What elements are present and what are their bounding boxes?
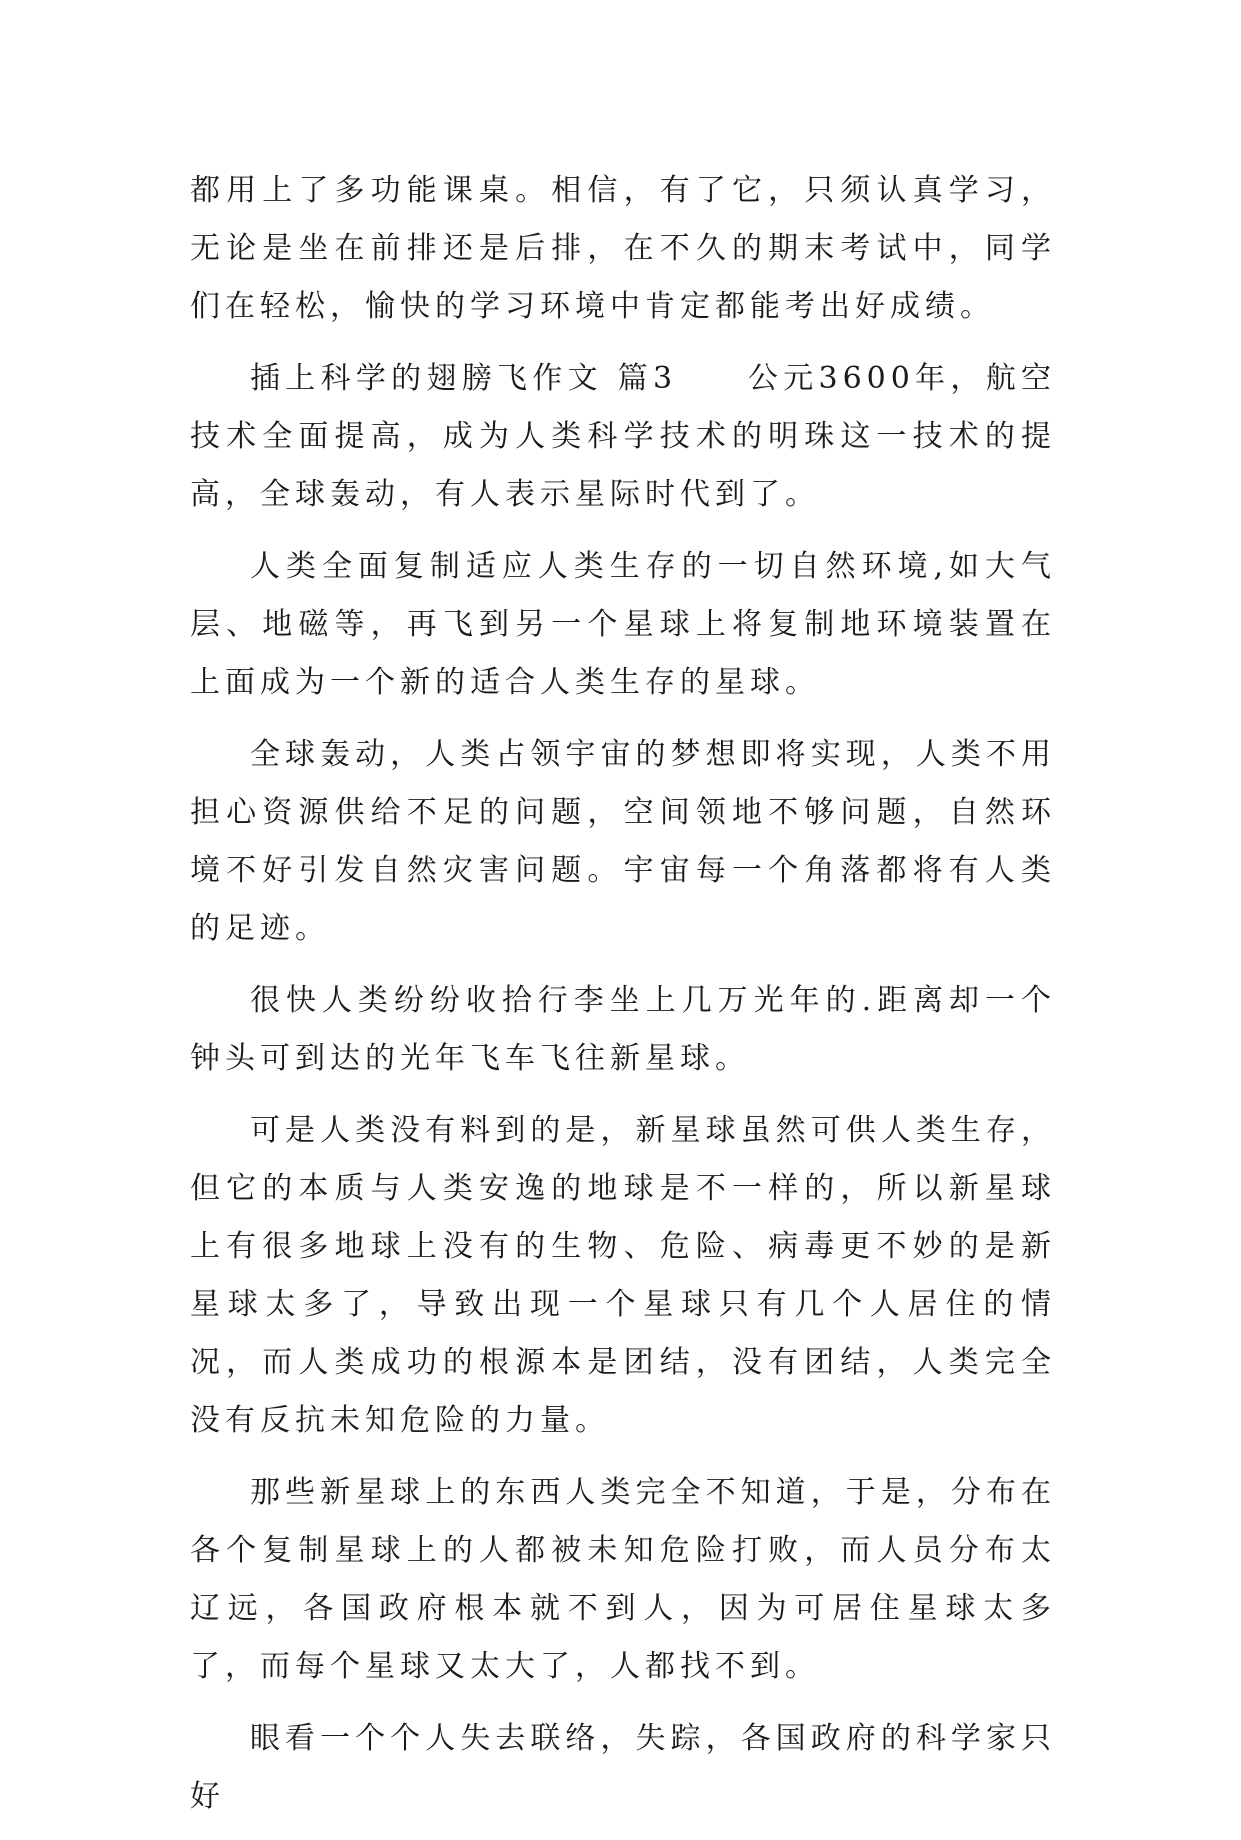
paragraph-1: 都用上了多功能课桌。相信，有了它，只须认真学习，无论是坐在前排还是后排，在不久的期末考试中，同学们在轻松，愉快的学习环境中肯定都能考出好成绩。 [190,173,1056,324]
paragraph-7: 那些新星球上的东西人类完全不知道，于是，分布在各个复制星球上的人都被未知危险打败，而人员分布太辽远，各国政府根本就不到人，因为可居住星球太多了，而每个星球又太大了，人都找不到。 [190,1475,1056,1684]
body-text [190,162,1056,1840]
paragraph-3: 人类全面复制适应人类生存的一切自然环境,如大气层、地磁等，再飞到另一个星球上将复制地环境装置在上面成为一个新的适合人类生存的星球。 [190,549,1056,700]
paragraph-5: 很快人类纷纷收拾行李坐上几万光年的.距离却一个钟头可到达的光年飞车飞往新星球。 [190,983,1056,1076]
paragraph-4: 全球轰动，人类占领宇宙的梦想即将实现，人类不用担心资源供给不足的问题，空间领地不够问题，自然环境不好引发自然灾害问题。宇宙每一个角落都将有人类的足迹。 [190,737,1056,946]
paragraph-8: 眼看一个个人失去联络，失踪，各国政府的科学家只好 [190,1721,1056,1814]
paragraph-6: 可是人类没有料到的是，新星球虽然可供人类生存，但它的本质与人类安逸的地球是不一样的，所以新星球上有很多地球上没有的生物、危险、病毒更不妙的是新星球太多了，导致出现一个星球只有几个人居住的情况，而人类成功的根源本是团结，没有团结，人类完全没有反抗未知危险的力量。 [190,1113,1056,1438]
paragraph-2: 插上科学的翅膀飞作文 篇3 公元3600年，航空技术全面提高，成为人类科学技术的明珠这一技术的提高，全球轰动，有人表示星际时代到了。 [190,361,1056,512]
